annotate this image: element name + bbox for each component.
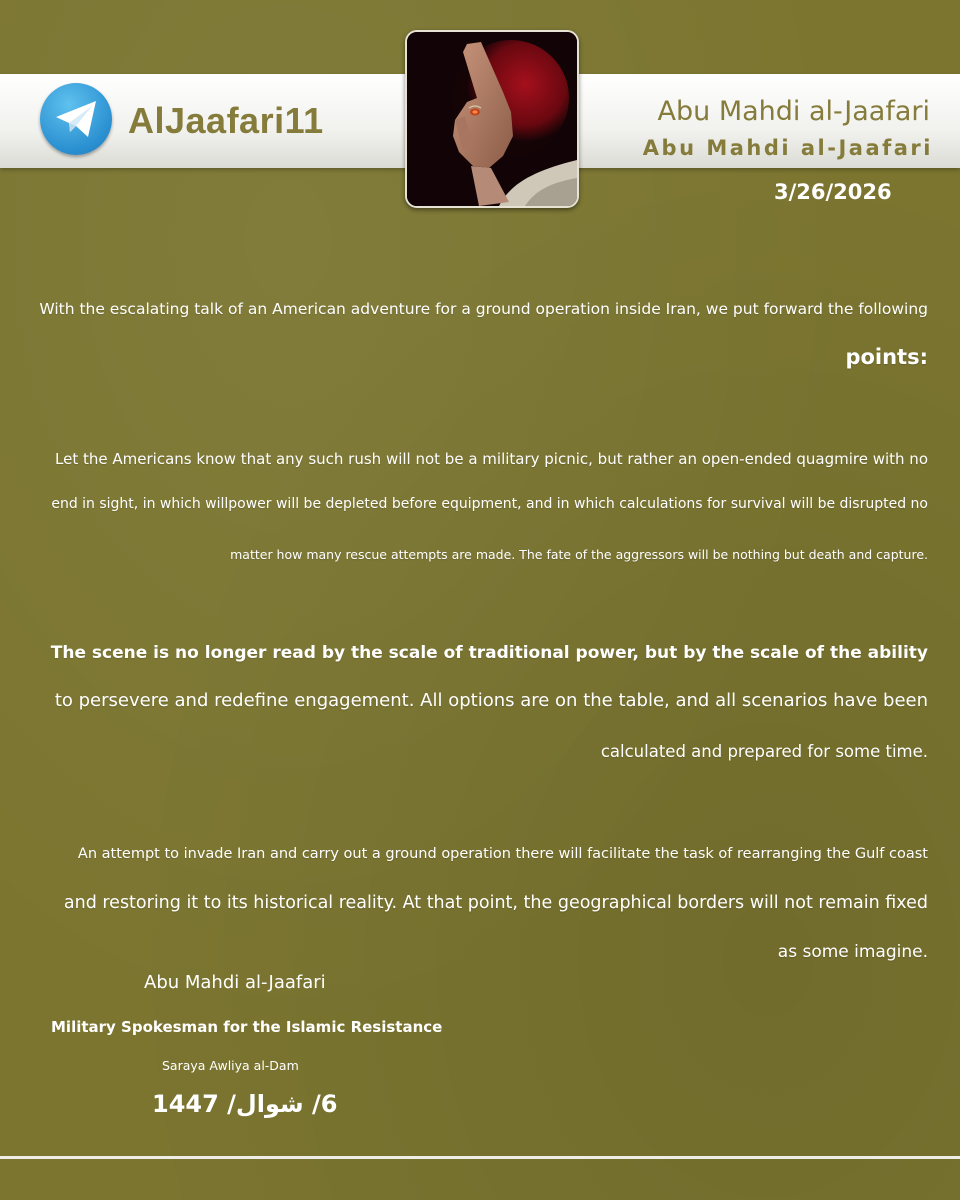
paragraph3-line-2: and restoring it to its historical reality. At that point, the geographical borders will not remain fixed [63, 893, 928, 913]
telegram-icon[interactable] [40, 83, 112, 155]
footer-divider [0, 1156, 960, 1159]
signature-name: Abu Mahdi al-Jaafari [144, 972, 326, 993]
intro-line-2: points: [845, 345, 928, 369]
paragraph1-line-1: Let the Americans know that any such rush will not be a military picnic, but rather an open-ended quagmire with no [55, 450, 928, 468]
post-date: 3/26/2026 [774, 180, 892, 204]
signature-organization: Saraya Awliya al-Dam [162, 1058, 299, 1073]
paragraph3-line-3: as some imagine. [777, 942, 928, 962]
channel-name[interactable]: AlJaafari11 [128, 100, 324, 141]
paragraph2-line-1: The scene is no longer read by the scale of traditional power, but by the scale of the ability [50, 643, 928, 663]
signature-title: Military Spokesman for the Islamic Resistance [51, 1018, 443, 1036]
paragraph3-line-1: An attempt to invade Iran and carry out a ground operation there will facilitate the task of rearranging the Gulf coast [77, 846, 928, 862]
intro-line-1: With the escalating talk of an American adventure for a ground operation inside Iran, we put forward the following [39, 300, 928, 318]
signature-hijri-date: 6/ شوال/ 1447 [152, 1090, 338, 1118]
author-name-primary: Abu Mahdi al-Jaafari [657, 96, 930, 127]
paragraph1-line-2: end in sight, in which willpower will be depleted before equipment, and in which calculations for survival will be disrupted no [51, 496, 928, 512]
raised-hand-portrait [405, 30, 579, 208]
author-name-secondary: Abu Mahdi al-Jaafari [642, 136, 933, 160]
paragraph2-line-3: calculated and prepared for some time. [600, 742, 928, 761]
paper-plane-icon [54, 99, 100, 139]
paragraph1-line-3: matter how many rescue attempts are made. The fate of the aggressors will be nothing but death and capture. [230, 547, 928, 562]
paragraph2-line-2: to persevere and redefine engagement. All options are on the table, and all scenarios have been [54, 690, 928, 711]
